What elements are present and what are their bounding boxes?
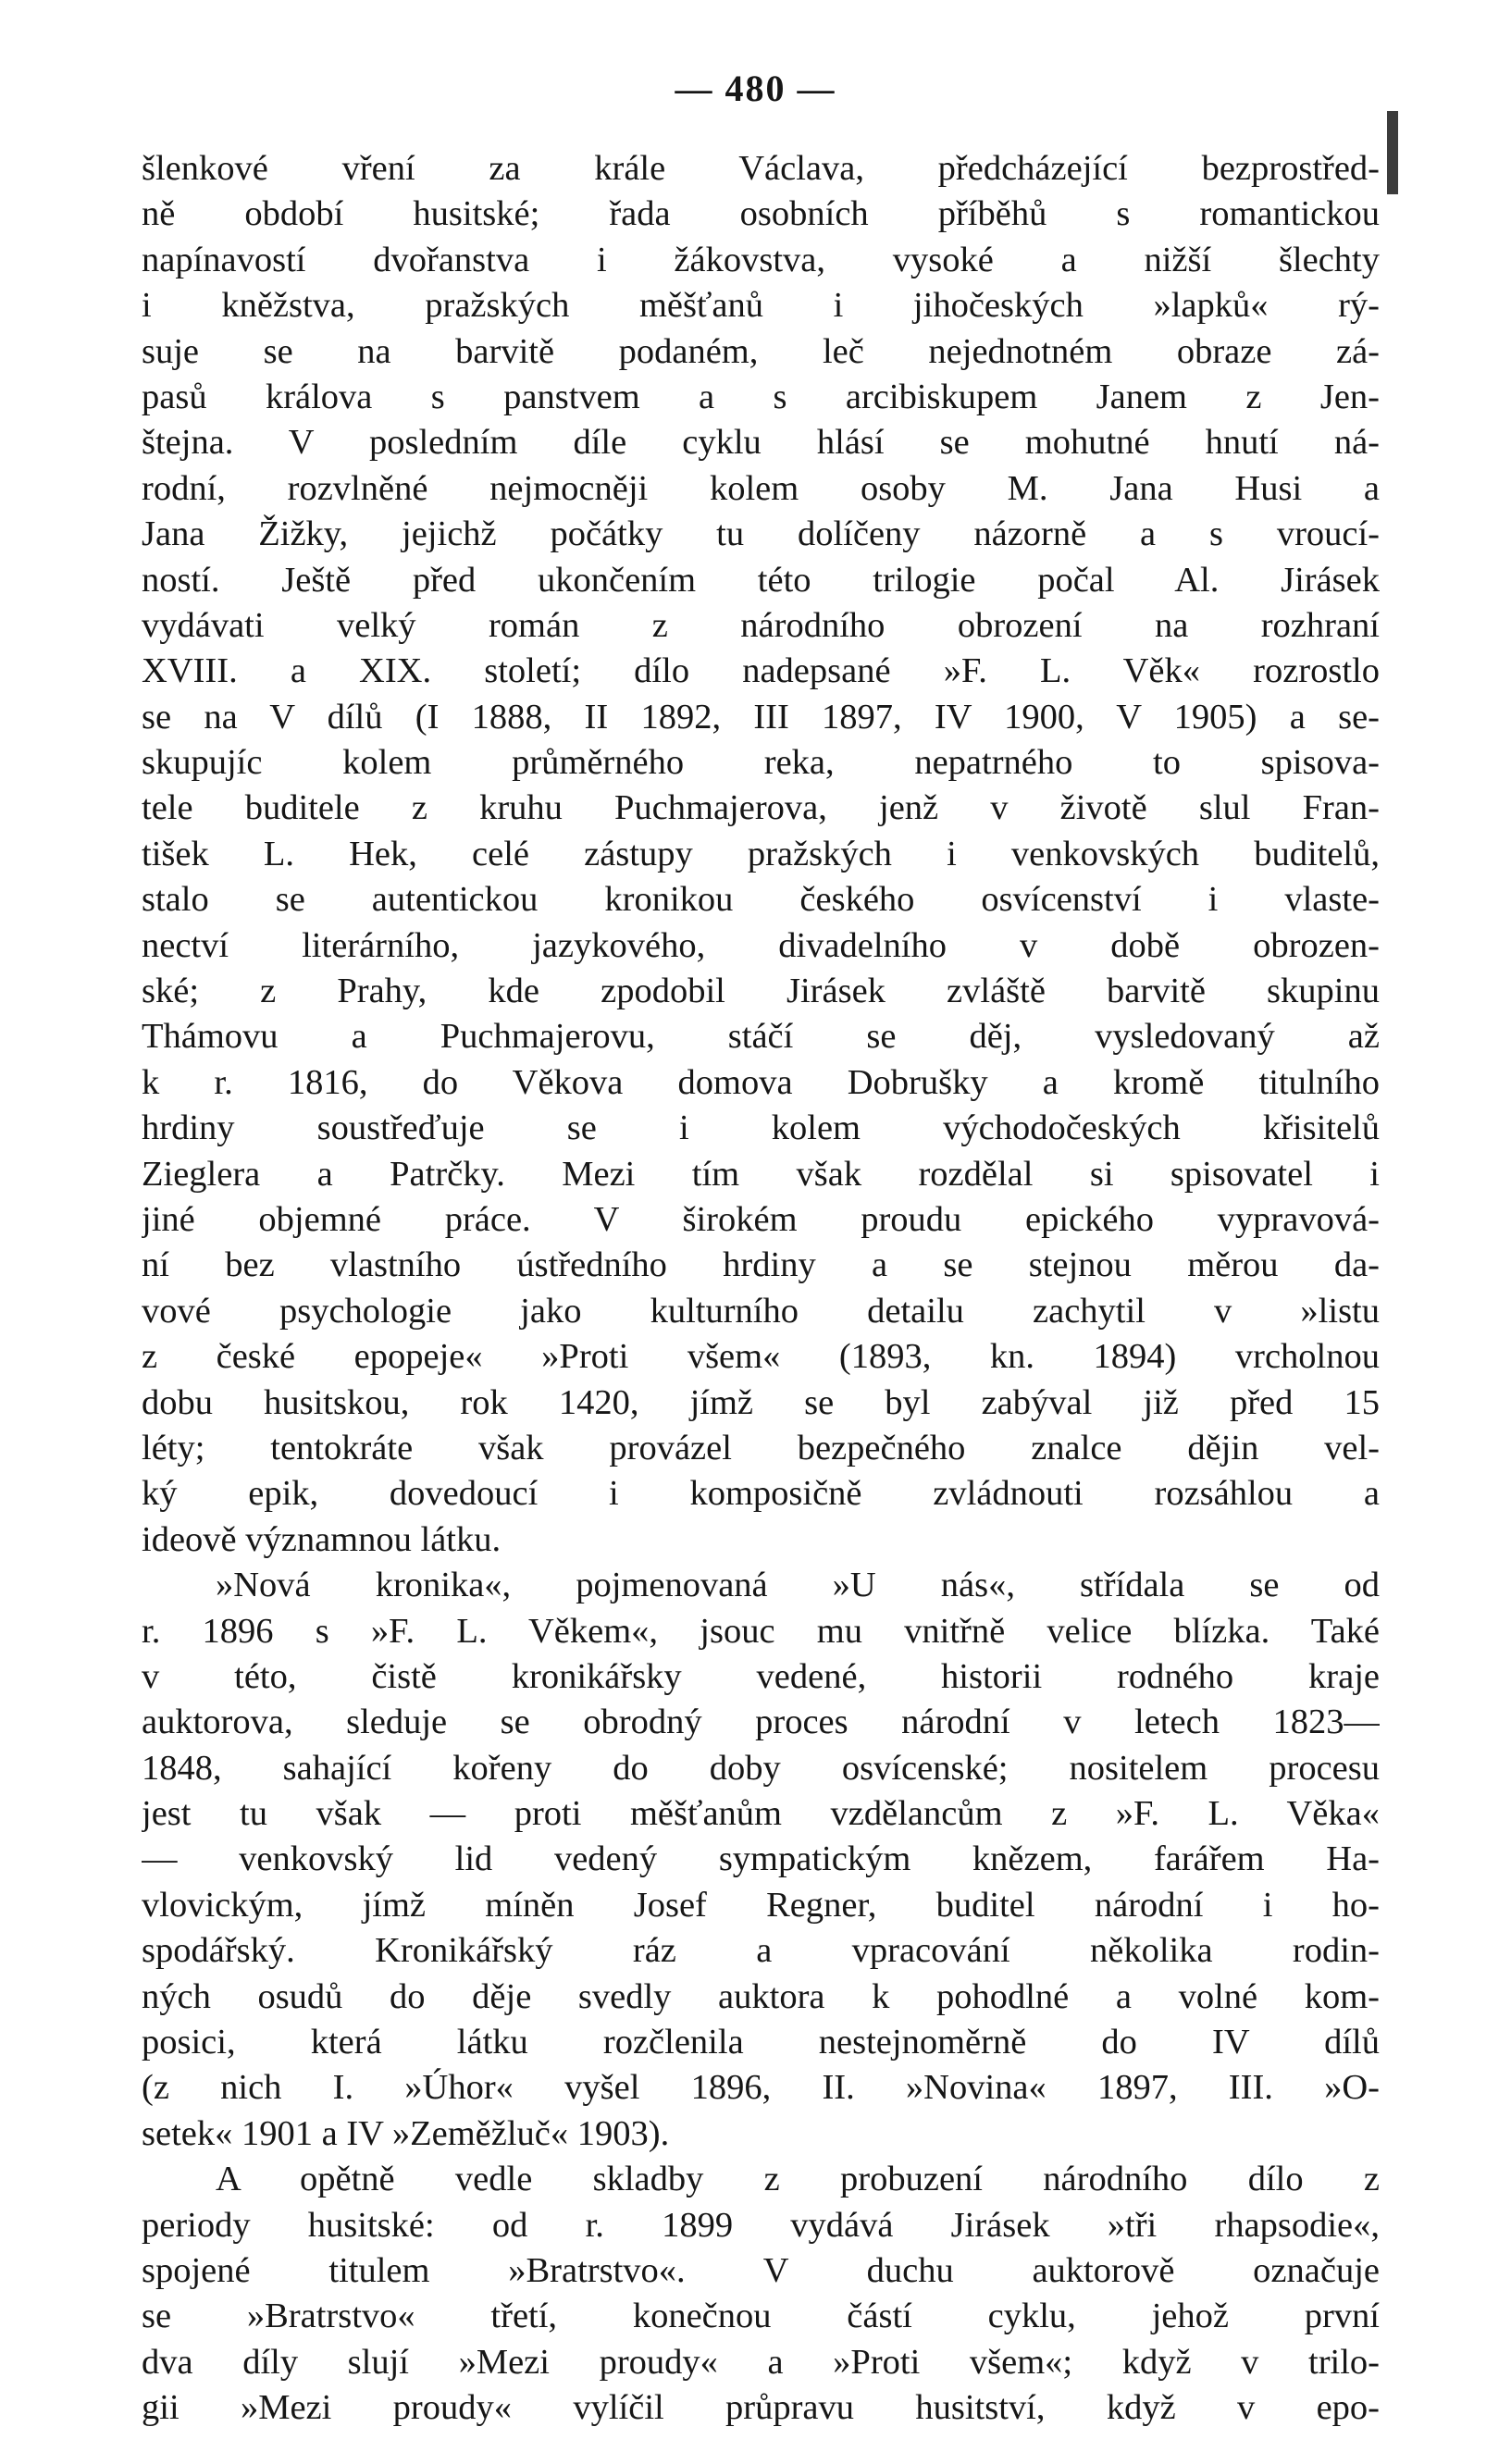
text-line: skupujíc kolem průměrného reka, nepatrného to spisova- xyxy=(142,743,1380,783)
text-line: Jana Žižky, jejichž počátky tu dolíčeny názorně a s vroucí- xyxy=(142,514,1380,554)
text-line: pasů králova s panstvem a s arcibiskupem Janem z Jen- xyxy=(142,377,1380,416)
text-line: hrdiny soustřeďuje se i kolem východočeských křisitelů xyxy=(142,1108,1380,1148)
page-edge-mark xyxy=(1387,111,1398,194)
text-line: rodní, rozvlněné nejmocněji kolem osoby M. Jana Husi a xyxy=(142,468,1380,508)
text-line: ské; z Prahy, kde zpodobil Jirásek zvláště barvitě skupinu xyxy=(142,972,1380,1011)
text-line: stalo se autentickou kronikou českého osvícenství i vlaste- xyxy=(142,880,1380,920)
text-line: ných osudů do děje svedly auktora k pohodlné a volné kom- xyxy=(142,1976,1380,2016)
text-line: A opětně vedle skladby z probuzení národního dílo z xyxy=(216,2160,1380,2199)
text-line: (z nich I. »Úhor« vyšel 1896, II. »Novina« 1897, III. »O- xyxy=(142,2068,1380,2108)
text-line: XVIII. a XIX. století; dílo nadepsané »F. L. Věk« rozrostlo xyxy=(142,651,1380,691)
text-line: ností. Ještě před ukončením této trilogie počal Al. Jirásek xyxy=(142,560,1380,600)
text-line: ký epik, dovedoucí i komposičně zvládnouti rozsáhlou a xyxy=(142,1474,1380,1514)
text-line: i kněžstva, pražských měšťanů i jihočeských »lapků« rý- xyxy=(142,286,1380,326)
text-line: vydávati velký román z národního obrození na rozhraní xyxy=(142,605,1380,645)
text-line: dobu husitskou, rok 1420, jímž se byl zabýval již před 15 xyxy=(142,1382,1380,1422)
text-line: šlenkové vření za krále Václava, předcházející bezprostřed- xyxy=(142,149,1380,188)
text-line: se na V dílů (I 1888, II 1892, III 1897, IV 1900, V 1905) a se- xyxy=(142,697,1380,737)
text-line: tišek L. Hek, celé zástupy pražských i venkovských buditelů, xyxy=(142,834,1380,873)
text-line: ní bez vlastního ústředního hrdiny a se stejnou měrou da- xyxy=(142,1245,1380,1285)
text-line: léty; tentokráte však provázel bezpečného znalce dějin vel- xyxy=(142,1428,1380,1467)
text-line: spojené titulem »Bratrstvo«. V duchu auktorově označuje xyxy=(142,2250,1380,2290)
text-line: tele buditele z kruhu Puchmajerova, jenž v životě slul Fran- xyxy=(142,788,1380,828)
text-line: Zieglera a Patrčky. Mezi tím však rozdělal si spisovatel i xyxy=(142,1154,1380,1194)
text-line: se »Bratrstvo« třetí, konečnou částí cyklu, jehož první xyxy=(142,2297,1380,2336)
text-line: Thámovu a Puchmajerovu, stáčí se děj, vysledovaný až xyxy=(142,1017,1380,1057)
text-line: štejna. V posledním díle cyklu hlásí se mohutné hnutí ná- xyxy=(142,423,1380,463)
text-line: suje se na barvitě podaném, leč nejednotném obraze zá- xyxy=(142,331,1380,371)
page-number: — 480 — xyxy=(675,68,836,109)
text-line: gii »Mezi proudy« vylíčil průpravu husitství, když v epo- xyxy=(142,2388,1380,2428)
text-line: ně období husitské; řada osobních příběhů s romantickou xyxy=(142,194,1380,234)
text-line: — venkovský lid vedený sympatickým knězem, farářem Ha- xyxy=(142,1839,1380,1879)
text-line: ideově významnou látku. xyxy=(142,1519,502,1559)
text-line: r. 1896 s »F. L. Věkem«, jsouc mu vnitřně velice blízka. Také xyxy=(142,1611,1380,1651)
text-line: k r. 1816, do Věkova domova Dobrušky a kromě titulního xyxy=(142,1062,1380,1102)
text-line: posici, která látku rozčlenila nestejnoměrně do IV dílů xyxy=(142,2023,1380,2062)
text-line: periody husitské: od r. 1899 vydává Jirásek »tři rhapsodie«, xyxy=(142,2205,1380,2245)
text-line: vové psychologie jako kulturního detailu zachytil v »listu xyxy=(142,1291,1380,1331)
text-line: z české epopeje« »Proti všem« (1893, kn. 1894) vrcholnou xyxy=(142,1337,1380,1377)
text-line: 1848, sahající kořeny do doby osvícenské; nositelem procesu xyxy=(142,1748,1380,1788)
text-line: setek« 1901 a IV »Zeměžluč« 1903). xyxy=(142,2113,670,2153)
text-line: napínavostí dvořanstva i žákovstva, vysoké a nižší šlechty xyxy=(142,240,1380,279)
text-line: »Nová kronika«, pojmenovaná »U nás«, střídala se od xyxy=(216,1566,1380,1605)
body-text xyxy=(142,146,1380,2432)
text-line: vlovickým, jímž míněn Josef Regner, buditel národní i ho- xyxy=(142,1885,1380,1925)
text-line: v této, čistě kronikářsky vedené, historii rodného kraje xyxy=(142,1656,1380,1696)
text-line: nectví literárního, jazykového, divadelního v době obrozen- xyxy=(142,925,1380,965)
text-line: jiné objemné práce. V širokém proudu epického vypravová- xyxy=(142,1199,1380,1239)
text-line: spodářský. Kronikářský ráz a vpracování několika rodin- xyxy=(142,1931,1380,1971)
text-line: dva díly slují »Mezi proudy« a »Proti všem«; když v trilo- xyxy=(142,2342,1380,2382)
text-line: auktorova, sleduje se obrodný proces národní v letech 1823— xyxy=(142,1703,1380,1742)
text-line: jest tu však — proti měšťanům vzdělancům z »F. L. Věka« xyxy=(142,1794,1380,1834)
